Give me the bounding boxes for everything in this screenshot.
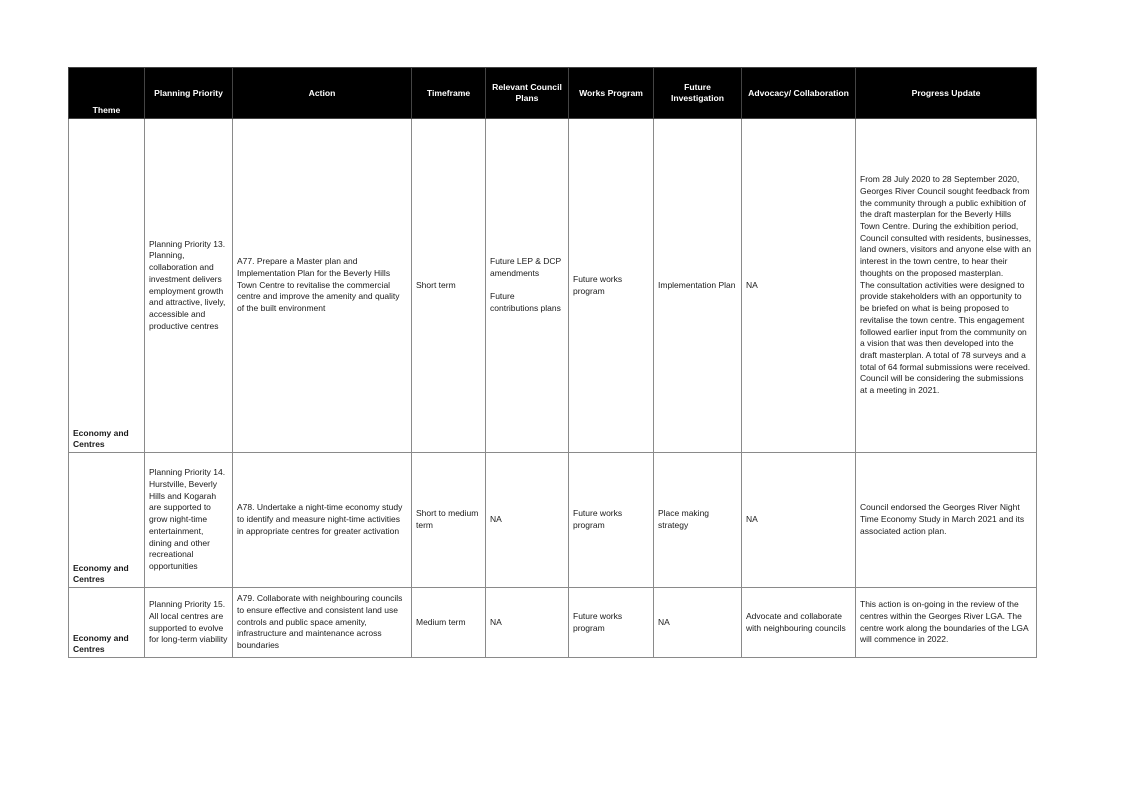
- cell-future-investigation: Place making strategy: [654, 453, 742, 588]
- cell-works-program: Future works program: [569, 453, 654, 588]
- header-future-investigation: Future Investigation: [654, 68, 742, 119]
- header-action: Action: [233, 68, 412, 119]
- cell-progress-update: Council endorsed the Georges River Night Time Economy Study in March 2021 and its associated action plan.: [856, 453, 1037, 588]
- table-row: [69, 588, 1037, 658]
- cell-relevant-council-plans: NA: [486, 453, 569, 588]
- cell-progress-update: From 28 July 2020 to 28 September 2020, Georges River Council sought feedback from the community through a public exhibition of the draft masterplan for the Beverly Hills Town Centre. During the exhibition period, Council consulted with residents, businesses, land owners, visitors and anyone else with an interest in the town centre, to hear their thoughts on the proposed masterplan. The consultation activities were designed to provide stakeholders with an opportunity to be briefed on what is being proposed to revitalise the town centre. This engagement followed earlier input from the community on a vision that was then developed into the draft masterplan. A total of 78 surveys and a total of 64 formal submissions were received. Council will be considering the submissions at a meeting in 2021.: [856, 119, 1037, 453]
- cell-timeframe: Short term: [412, 119, 486, 453]
- cell-theme: Economy and Centres: [69, 119, 145, 453]
- cell-timeframe: Short to medium term: [412, 453, 486, 588]
- cell-advocacy-collaboration: NA: [742, 453, 856, 588]
- header-progress-update: Progress Update: [856, 68, 1037, 119]
- cell-planning-priority: Planning Priority 14. Hurstville, Beverly Hills and Kogarah are supported to grow night-time entertainment, dining and other recreational opportunities: [145, 453, 233, 588]
- cell-planning-priority: Planning Priority 13. Planning, collaboration and investment delivers employment growth and attractive, lively, accessible and productive centres: [145, 119, 233, 453]
- header-planning-priority: Planning Priority: [145, 68, 233, 119]
- cell-advocacy-collaboration: Advocate and collaborate with neighbouring councils: [742, 588, 856, 658]
- cell-relevant-council-plans: NA: [486, 588, 569, 658]
- cell-advocacy-collaboration: NA: [742, 119, 856, 453]
- planning-actions-table: [68, 67, 1037, 658]
- table-header-row: [69, 68, 1037, 119]
- cell-works-program: Future works program: [569, 588, 654, 658]
- cell-theme: Economy and Centres: [69, 588, 145, 658]
- cell-timeframe: Medium term: [412, 588, 486, 658]
- header-theme: Theme: [69, 68, 145, 119]
- cell-planning-priority: Planning Priority 15. All local centres are supported to evolve for long-term viability: [145, 588, 233, 658]
- cell-action: A77. Prepare a Master plan and Implementation Plan for the Beverly Hills Town Centre to revitalise the commercial centre and improve the amenity and quality of the built environment: [233, 119, 412, 453]
- table-row: [69, 453, 1037, 588]
- cell-progress-update: This action is on-going in the review of the centres within the Georges River LGA. The centre work along the boundaries of the LGA will commence in 2022.: [856, 588, 1037, 658]
- cell-relevant-council-plans: Future LEP & DCP amendments Future contributions plans: [486, 119, 569, 453]
- header-advocacy-collaboration: Advocacy/ Collaboration: [742, 68, 856, 119]
- table-row: [69, 119, 1037, 453]
- cell-future-investigation: NA: [654, 588, 742, 658]
- cell-future-investigation: Implementation Plan: [654, 119, 742, 453]
- planning-actions-table-container: [68, 67, 1036, 658]
- cell-theme: Economy and Centres: [69, 453, 145, 588]
- header-works-program: Works Program: [569, 68, 654, 119]
- cell-works-program: Future works program: [569, 119, 654, 453]
- header-relevant-council-plans: Relevant Council Plans: [486, 68, 569, 119]
- cell-action: A79. Collaborate with neighbouring councils to ensure effective and consistent land use controls and public space amenity, infrastructure and maintenance across boundaries: [233, 588, 412, 658]
- cell-action: A78. Undertake a night-time economy study to identify and measure night-time activities in appropriate centres for greater activation: [233, 453, 412, 588]
- header-timeframe: Timeframe: [412, 68, 486, 119]
